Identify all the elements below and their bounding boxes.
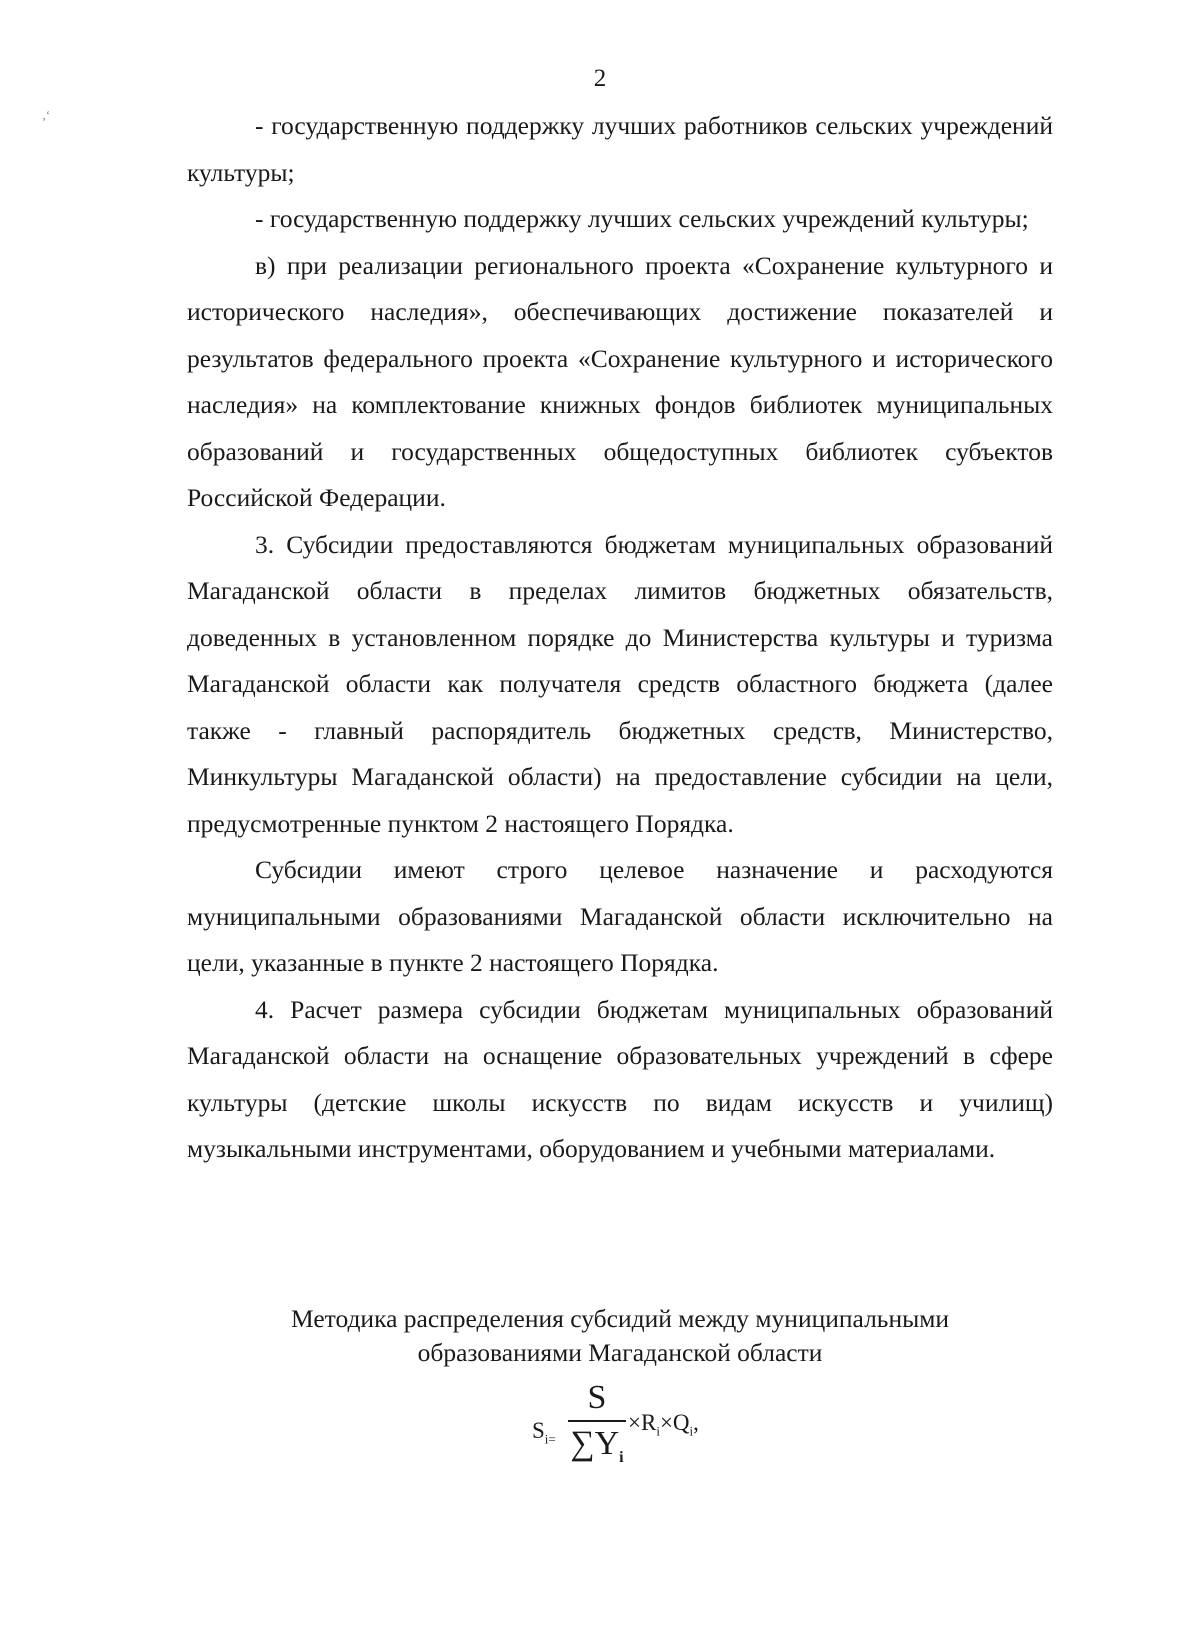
page-number: 2 bbox=[593, 65, 607, 92]
section-heading bbox=[187, 1302, 1053, 1370]
formula-multipliers: $\times R_i\times Q_i$, bbox=[628, 1410, 699, 1439]
document-body bbox=[187, 103, 1053, 1173]
paragraph-clause-4: 4. Расчет размера субсидии бюджетам муниципальных образований Магаданской области на оснащение образовательных учреждений в сфере культуры (детские школы искусств по видам искусств и училищ) музыкальными инструментами, оборудованием и учебными материалами. bbox=[187, 994, 1053, 1163]
formula-numerator: S bbox=[587, 1379, 607, 1416]
distribution-formula bbox=[532, 1378, 772, 1488]
formula-denominator: $\sum Y_i$ bbox=[570, 1425, 624, 1466]
paragraph-support-institutions: - государственную поддержку лучших сельских учреждений культуры; bbox=[255, 204, 1029, 233]
paragraph-support-workers: - государственную поддержку лучших работников сельских учреждений культуры; bbox=[187, 111, 1053, 187]
paragraph-target-purpose: Субсидии имеют строго целевое назначение и расходуются муниципальными образованиями Магаданской области исключительно на цели, указанные в пункте 2 настоящего Порядка. bbox=[187, 855, 1053, 977]
formula-fraction bbox=[568, 1378, 626, 1480]
paragraph-regional-project: в) при реализации регионального проекта «Сохранение культурного и исторического наследия», обеспечивающих достижение показателей и результатов федерального проекта «Сохранение культурного и исторического наследия» на комплектование книжных фондов библиотек муниципальных образований и государственных общедоступных библиотек субъектов Российской Федерации. bbox=[187, 250, 1053, 512]
paragraph-clause-3: 3. Субсидии предоставляются бюджетам муниципальных образований Магаданской области в пределах лимитов бюджетных обязательств, доведенных в установленном порядке до Министерства культуры и туризма Магаданской области как получателя средств областного бюджета (далее также - главный распорядитель бюджетных средств, Министерство, Минкультуры Магаданской области) на предоставление субсидии на цели, предусмотренные пунктом 2 настоящего Порядка. bbox=[187, 529, 1053, 838]
formula-lhs: $S_{i=}$ bbox=[532, 1418, 556, 1447]
section-heading-line-2: образованиями Магаданской области bbox=[417, 1338, 823, 1367]
section-heading-line-1: Методика распределения субсидий между муниципальными bbox=[290, 1304, 950, 1333]
scan-artifact: ‚‘ bbox=[42, 108, 50, 122]
